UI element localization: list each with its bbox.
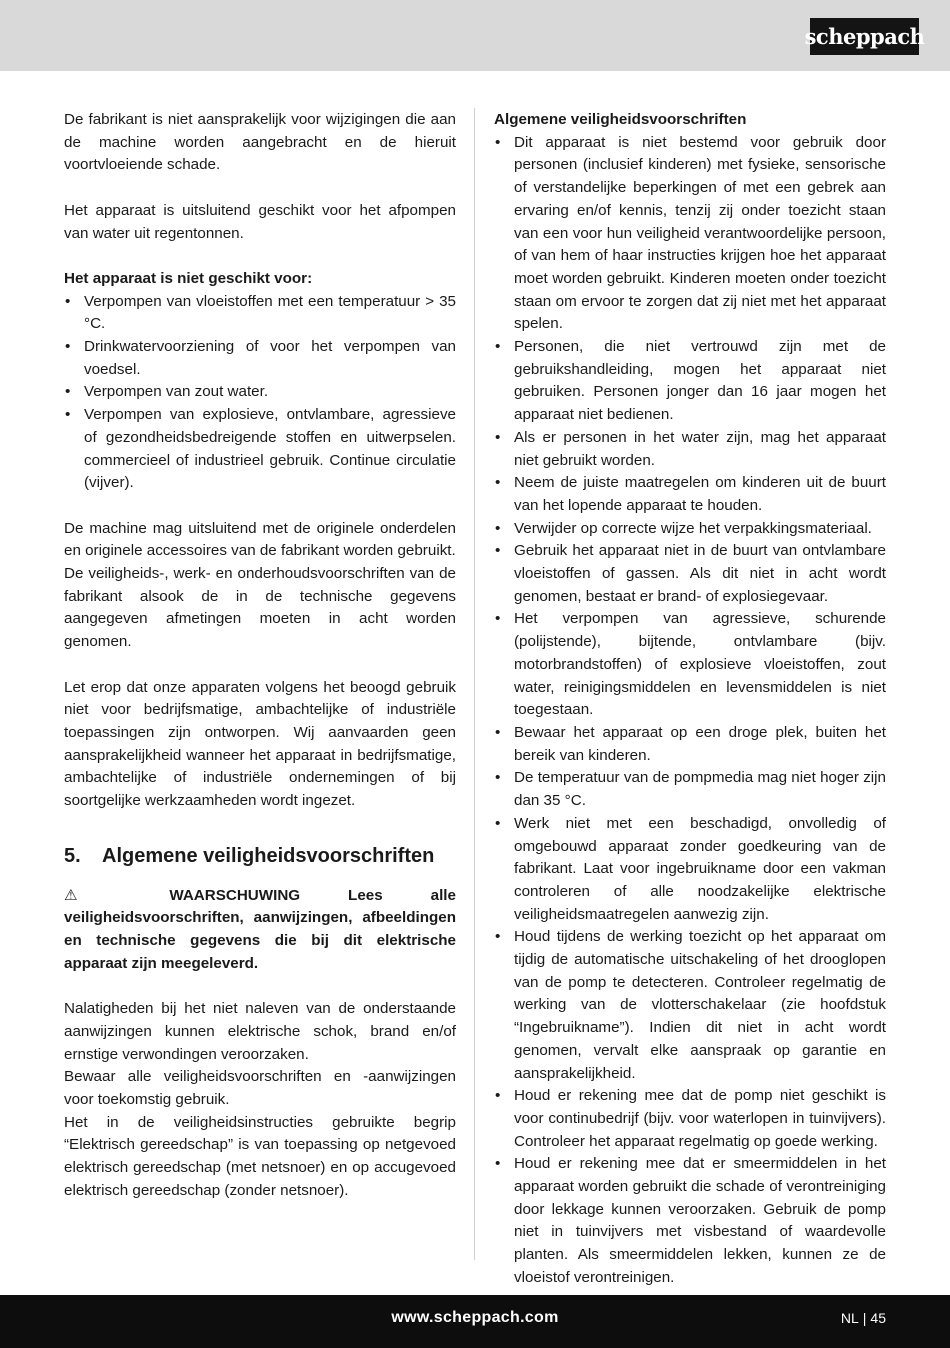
warning-text: WAARSCHUWING Lees alle veiligheidsvoorschriften, aanwijzingen, afbeeldingen en technische gegevens die bij dit elektrische apparaat zijn meegeleverd. bbox=[64, 886, 456, 972]
list-item: • Verpompen van zout water. bbox=[64, 381, 456, 404]
footer-bar bbox=[0, 1295, 950, 1348]
warning-triangle-icon: ⚠ bbox=[64, 886, 122, 904]
brand-logo: scheppach bbox=[810, 18, 919, 55]
list-item: • Werk niet met een beschadigd, onvolledig of omgebouwd apparaat zonder goedkeuring van de fabrikant. Laat voor ingebruikname door een vakman controleren of alle noodzakelijke elektrische veiligheidsmaatregelen aanwezig zijn. bbox=[494, 813, 886, 927]
section-number: 5. bbox=[64, 844, 81, 867]
page-separator: | bbox=[862, 1310, 867, 1326]
power-tool-definition-paragraph: Het in de veiligheidsinstructies gebruikte begrip “Elektrisch gereedschap” is van toepassing op netgevoed elektrisch gereedschap (met netsnoer) en op accugevoed elektrisch gereedschap (zonder netsnoer). bbox=[64, 1113, 456, 1199]
list-item: • Als er personen in het water zijn, mag het apparaat niet gebruikt worden. bbox=[494, 427, 886, 472]
warning-paragraph bbox=[64, 885, 456, 976]
original-parts-paragraph: De machine mag uitsluitend met de originele onderdelen en originele accessoires van de fabrikant worden gebruikt. bbox=[64, 519, 456, 560]
list-item: • Personen, die niet vertrouwd zijn met de gebruikshandleiding, mogen het apparaat niet gebruiken. Personen jonger dan 16 jaar mogen het apparaat niet bedienen. bbox=[494, 336, 886, 427]
safety-list bbox=[494, 132, 886, 1290]
left-column bbox=[64, 109, 456, 1203]
language-code: NL bbox=[840, 1310, 859, 1326]
list-item: • Verpompen van explosieve, ontvlambare, agressieve of gezondheidsbedreigende stoffen en uitwerpselen. commercieel of industrieel gebruik. Continue circulatie (vijver). bbox=[64, 404, 456, 495]
header-bar bbox=[0, 0, 950, 71]
not-suitable-list bbox=[64, 291, 456, 495]
commercial-use-paragraph: Let erop dat onze apparaten volgens het beoogd gebruik niet voor bedrijfsmatige, ambachtelijke of industriële toepassingen zijn ontworpen. Wij aanvaarden geen aansprakelijkheid wanneer het apparaat in bedrijfsmatige, ambachtelijke of industriële ondernemingen of bij soortgelijke werkzaamheden wordt ingezet. bbox=[64, 678, 456, 810]
column-divider bbox=[474, 108, 475, 1260]
list-item: • Gebruik het apparaat niet in de buurt van ontvlambare vloeistoffen of gassen. Als dit niet in acht wordt genomen, bestaat er brand- of explosiegevaar. bbox=[494, 540, 886, 608]
regulations-paragraph: De veiligheids-, werk- en onderhoudsvoorschriften van de fabrikant alsook de in de technische gegevens aangegeven afmetingen moeten in acht worden genomen. bbox=[64, 565, 456, 651]
website-link[interactable]: www.scheppach.com bbox=[391, 1309, 559, 1326]
list-item: • Neem de juiste maatregelen om kinderen uit de buurt van het lopende apparaat te houden. bbox=[494, 472, 886, 517]
list-item: • Verwijder op correcte wijze het verpakkingsmateriaal. bbox=[494, 518, 886, 541]
list-item: • Verpompen van vloeistoffen met een temperatuur > 35 °C. bbox=[64, 291, 456, 336]
list-item: • Houd er rekening mee dat er smeermiddelen in het apparaat worden gebruikt die schade of verontreiniging door lekkage kunnen veroorzaken. Gebruik de pomp niet in tuinvijvers met visbestand of waardevolle planten. Als smeermiddelen lekken, kunnen ze de vloeistof verontreinigen. bbox=[494, 1153, 886, 1289]
list-item: • De temperatuur van de pompmedia mag niet hoger zijn dan 35 °C. bbox=[494, 767, 886, 812]
section-heading bbox=[64, 843, 456, 869]
intended-use-paragraph: Het apparaat is uitsluitend geschikt voor het afpompen van water uit regentonnen. bbox=[64, 201, 456, 242]
safety-heading: Algemene veiligheidsvoorschriften bbox=[494, 111, 747, 128]
not-suitable-heading: Het apparaat is niet geschikt voor: bbox=[64, 269, 313, 287]
negligence-paragraph: Nalatigheden bij het niet naleven van de onderstaande aanwijzingen kunnen elektrische schok, brand en/of ernstige verwondingen veroorzaken. bbox=[64, 1000, 456, 1063]
page-number-value: 45 bbox=[870, 1310, 886, 1326]
list-item: • Het verpompen van agressieve, schurende (polijstende), bijtende, ontvlambare (bijv. motorbrandstoffen) of explosieve vloeistoffen, zout water, reinigingsmiddelen en levensmiddelen is niet toegestaan. bbox=[494, 608, 886, 722]
liability-paragraph: De fabrikant is niet aansprakelijk voor wijzigingen die aan de machine worden aangebracht en de hieruit voortvloeiende schade. bbox=[64, 111, 456, 174]
page-number bbox=[841, 1310, 886, 1326]
right-column bbox=[494, 109, 886, 1290]
list-item: • Drinkwatervoorziening of voor het verpompen van voedsel. bbox=[64, 336, 456, 381]
list-item: • Houd er rekening mee dat de pomp niet geschikt is voor continubedrijf (bijv. voor waterlopen in tuinvijvers). Controleer het apparaat regelmatig op goede werking. bbox=[494, 1085, 886, 1153]
section-title: Algemene veiligheidsvoorschriften bbox=[102, 844, 435, 867]
keep-instructions-paragraph: Bewaar alle veiligheidsvoorschriften en -aanwijzingen voor toekomstig gebruik. bbox=[64, 1068, 456, 1109]
list-item: • Dit apparaat is niet bestemd voor gebruik door personen (inclusief kinderen) met fysieke, sensorische of verstandelijke beperkingen of met een gebrek aan ervaring en/of kennis, tenzij zij onder toezicht staan van een voor hun veiligheid verantwoordelijke persoon, of van hem of haar instructies krijgen hoe het apparaat moet worden gebruikt. Kinderen moeten onder toezicht staan om ervoor te zorgen dat zij niet met het apparaat spelen. bbox=[494, 132, 886, 336]
list-item: • Houd tijdens de werking toezicht op het apparaat om tijdig de automatische uitschakeling of het drooglopen van de pomp te detecteren. Controleer regelmatig de werking van de vlotterschakelaar (zie hoofdstuk “Ingebruikname”). Indien dit niet in acht wordt genomen, vervalt elke aanspraak op garantie en aansprakelijkheid. bbox=[494, 926, 886, 1085]
list-item: • Bewaar het apparaat op een droge plek, buiten het bereik van kinderen. bbox=[494, 722, 886, 767]
